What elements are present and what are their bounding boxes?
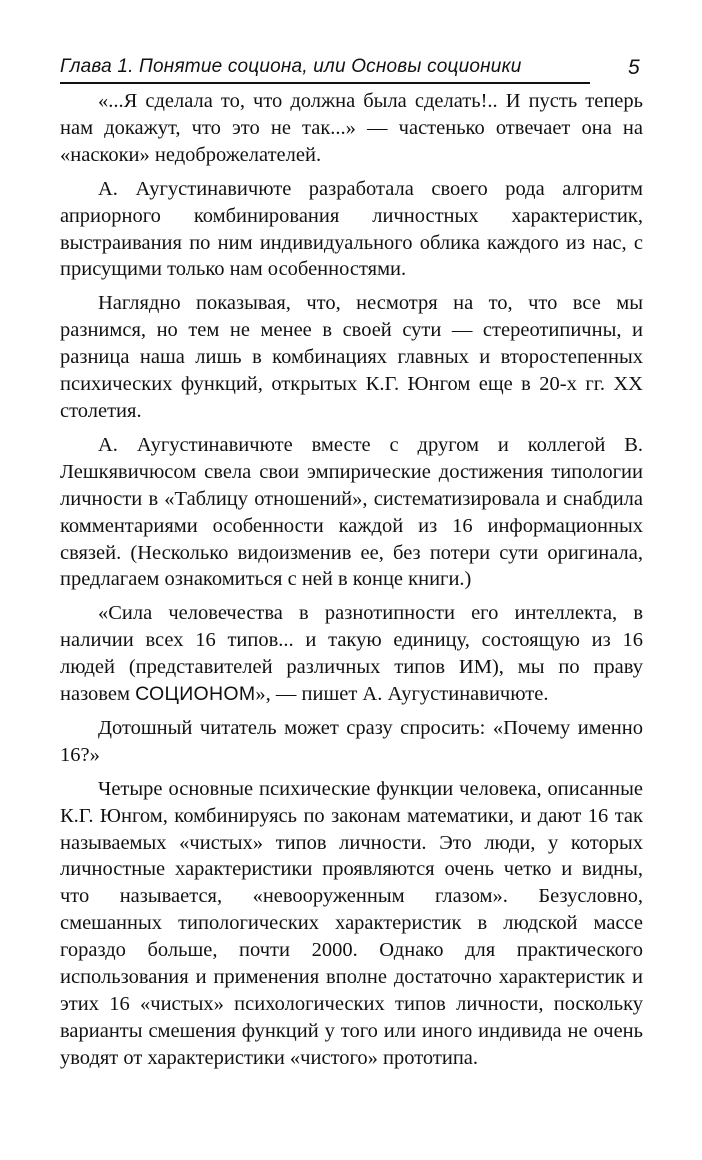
quote-paragraph — [60, 600, 643, 708]
paragraph: А. Аугустинавичюте разработала своего рода алгоритм априорного комбинирования личностных характеристик, выстраивания по ним индивидуального облика каждого из нас, с присущими только нам особенностями. — [60, 177, 643, 281]
page-body — [60, 88, 643, 1079]
paragraph: Наглядно показывая, что, несмотря на то, что все мы разнимся, но тем не менее в своей сути — стереотипичны, и разница наша лишь в комбинациях главных и второстепенных психических функций, открытых К.Г. Юнгом еще в 20-х гг. XX столетия. — [60, 292, 643, 422]
page-number: 5 — [628, 56, 640, 79]
quote-text-start: «Сила человечества в разнотипности его интеллекта, в наличии всех 16 типов... и такую единицу, состоящую из 16 людей (представителей различных типов ИМ), мы по праву назовем — [60, 602, 643, 706]
running-head — [60, 52, 590, 84]
quote-text-end: », — пишет А. Аугустинавичюте. — [255, 683, 549, 706]
paragraph: «...Я сделала то, что должна была сделать!.. И пусть теперь нам докажут, что это не так...» — частенько отвечает она на «наскоки» недоброжелателей. — [60, 90, 643, 166]
paragraph: Дотошный читатель может сразу спросить: «Почему именно 16?» — [60, 716, 643, 766]
chapter-title: Глава 1. Понятие социона, или Основы соционики — [60, 56, 522, 77]
socion-term: СОЦИОНОМ — [135, 683, 256, 706]
paragraph: Четыре основные психические функции человека, описанные К.Г. Юнгом, комбинируясь по законам математики, и дают 16 так называемых «чистых» типов личности. Это люди, у которых личностные характеристики проявляются очень четко и видны, что называется, «невооруженным глазом». Безусловно, смешанных типологических характеристик в людской массе гораздо больше, почти 2000. Однако для практического использования и применения вполне достаточно характеристик и этих 16 «чистых» психологических типов личности, поскольку варианты смешения функций у того или иного индивида не очень уводят от характеристики «чистого» прототипа. — [60, 777, 643, 1069]
paragraph: А. Аугустинавичюте вместе с другом и коллегой В. Лешкявичюсом свела свои эмпирические достижения типологии личности в «Таблицу отношений», систематизировала и снабдила комментариями особенности каждой из 16 информационных связей. (Несколько видоизменив ее, без потери сути оригинала, предлагаем ознакомиться с ней в конце книги.) — [60, 433, 643, 591]
